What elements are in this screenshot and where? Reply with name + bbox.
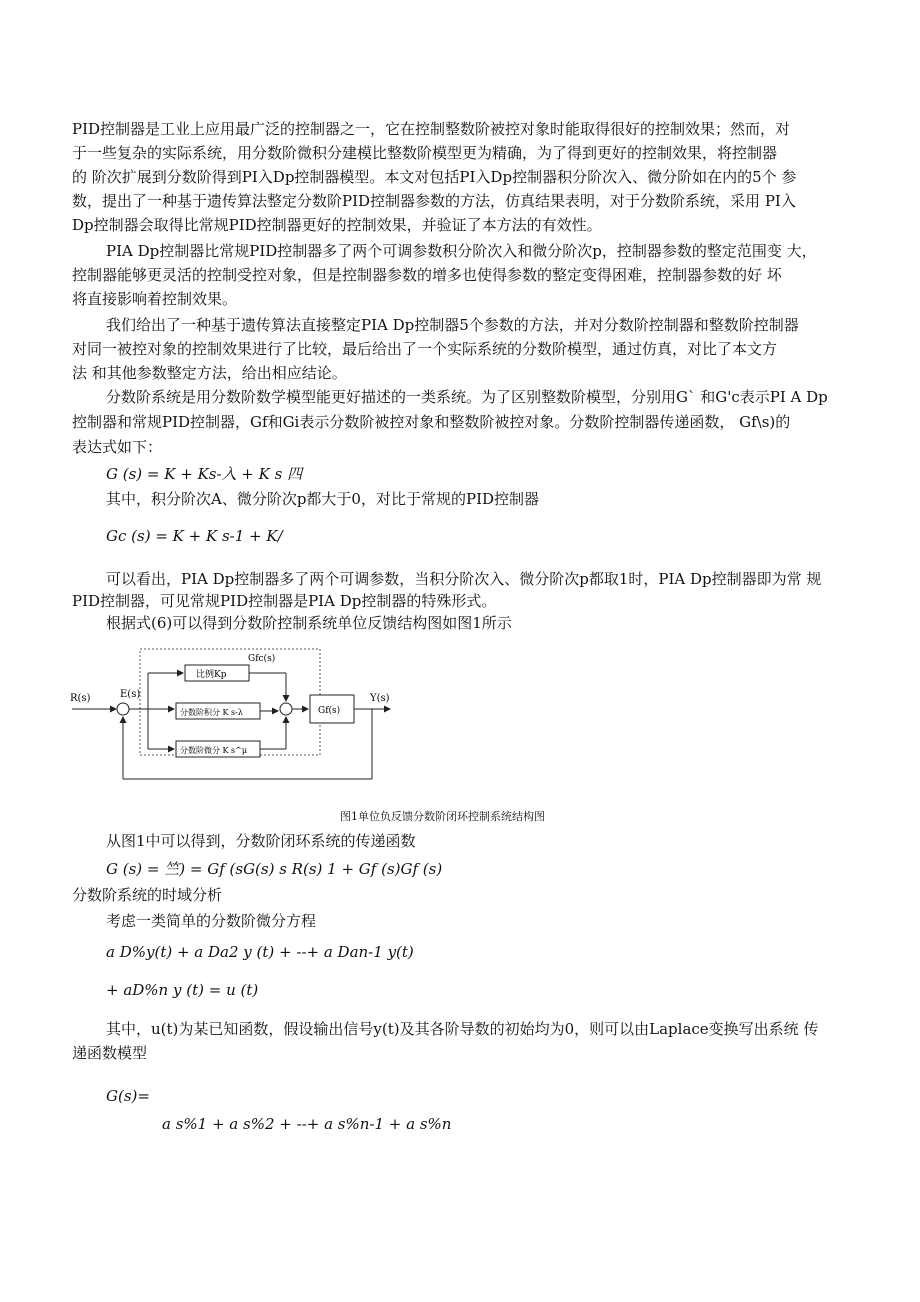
para2-line-1: PIA Dp控制器比常规PID控制器多了两个可调参数积分阶次入和微分阶次p，控制器参数的整定范围变 大， <box>106 242 817 260</box>
para2-line-2: 控制器能够更灵活的控制受控对象，但是控制器参数的增多也使得参数的整定变得困难，控制器参数的好 坏 <box>72 266 782 284</box>
equation-differential-1: a D%y(t) + a Da2 y (t) + --+ a Dan-1 y(t) <box>106 943 414 961</box>
para4-line-3: 表达式如下： <box>72 438 163 456</box>
equation-transfer-denominator: a s%1 + a s%2 + --+ a s%n-1 + a s%n <box>162 1115 452 1133</box>
summing-junction-output <box>280 703 292 715</box>
para6-line-1: 其中，u(t)为某已知函数，假设输出信号y(t)及其各阶导数的初始均为0，则可以由Laplace变换写出系统 传 <box>106 1020 819 1038</box>
equation-closed-loop: G (s) = 竺) = Gf (sG(s) s R(s) 1 + Gf (s)Gf (s) <box>106 860 443 878</box>
block-diagram <box>70 645 400 785</box>
intro-line-5: Dp控制器会取得比常规PID控制器更好的控制效果，并验证了本方法的有效性。 <box>72 216 602 234</box>
closed-loop-line: 从图1中可以得到，分数阶闭环系统的传递函数 <box>106 832 416 850</box>
equation-conventional-pid: Gc (s) = K + K s-1 + K/ <box>106 527 283 545</box>
equation-controller: G (s) = K + Ks-入 + K s 四 <box>106 465 303 483</box>
para4-line-2: 控制器和常规PID控制器，Gf和Gi表示分数阶被控对象和整数阶被控对象。分数阶控制器传递函数， Gf\s)的 <box>72 413 791 431</box>
derivative-label: 分数阶微分 K s^μ <box>180 746 248 755</box>
summing-junction-input <box>117 703 129 715</box>
para3-line-1: 我们给出了一种基于遗传算法直接整定PIA Dp控制器5个参数的方法，并对分数阶控制器和整数阶控制器 <box>106 316 799 334</box>
para5-line-2: PID控制器，可见常规PID控制器是PIA Dp控制器的特殊形式。 <box>72 592 497 610</box>
y-label: Y(s) <box>370 693 390 704</box>
time-domain-heading: 分数阶系统的时域分析 <box>72 886 223 904</box>
para6-line-2: 递函数模型 <box>72 1044 148 1062</box>
para3-line-2: 对同一被控对象的控制效果进行了比较，最后给出了一个实际系统的分数阶模型，通过仿真，对比了本文方 <box>72 340 778 358</box>
gfc-label: Gfc(s) <box>248 654 276 664</box>
para5-line-1: 可以看出，PIA Dp控制器多了两个可调参数，当积分阶次入、微分阶次p都取1时，PIA Dp控制器即为常 规 <box>106 570 822 588</box>
intro-line-4: 数，提出了一种基于遗传算法整定分数阶PID控制器参数的方法，仿真结果表明，对于分数阶系统，采用 PI入 <box>72 192 796 210</box>
integral-label: 分数阶积分 K s-λ <box>180 708 243 717</box>
proportional-label: 比例Kp <box>196 670 227 680</box>
figure-reference-line: 根据式(6)可以得到分数阶控制系统单位反馈结构图如图1所示 <box>106 614 512 632</box>
intro-line-1: PID控制器是工业上应用最广泛的控制器之一，它在控制整数阶被控对象时能取得很好的控制效果；然而，对 <box>72 120 791 138</box>
r-label: R(s) <box>70 693 91 704</box>
intro-line-3: 的 阶次扩展到分数阶得到PI入Dp控制器模型。本文对包括PI入Dp控制器积分阶次入、微分阶如在内的5个 参 <box>72 168 797 186</box>
e-label: E(s) <box>120 689 141 700</box>
para4-line-1: 分数阶系统是用分数阶数学模型能更好描述的一类系统。为了区别整数阶模型，分别用G` 和G'c表示PI A Dp <box>106 388 828 406</box>
intro-line-2: 于一些复杂的实际系统，用分数阶微积分建模比整数阶模型更为精确，为了得到更好的控制效果，将控制器 <box>72 144 778 162</box>
equation-transfer-lhs: G(s)= <box>106 1087 150 1105</box>
para3-line-3: 法 和其他参数整定方法，给出相应结论。 <box>72 364 347 382</box>
consider-line: 考虑一类简单的分数阶微分方程 <box>106 912 317 930</box>
plant-label: Gf(s) <box>318 706 341 716</box>
para2-line-3: 将直接影响着控制效果。 <box>72 290 238 308</box>
where-line: 其中，积分阶次A、微分阶次p都大于0，对比于常规的PID控制器 <box>106 490 540 508</box>
equation-differential-2: + aD%n y (t) = u (t) <box>106 981 259 999</box>
figure-caption: 图1单位负反馈分数阶闭环控制系统结构图 <box>340 810 545 823</box>
